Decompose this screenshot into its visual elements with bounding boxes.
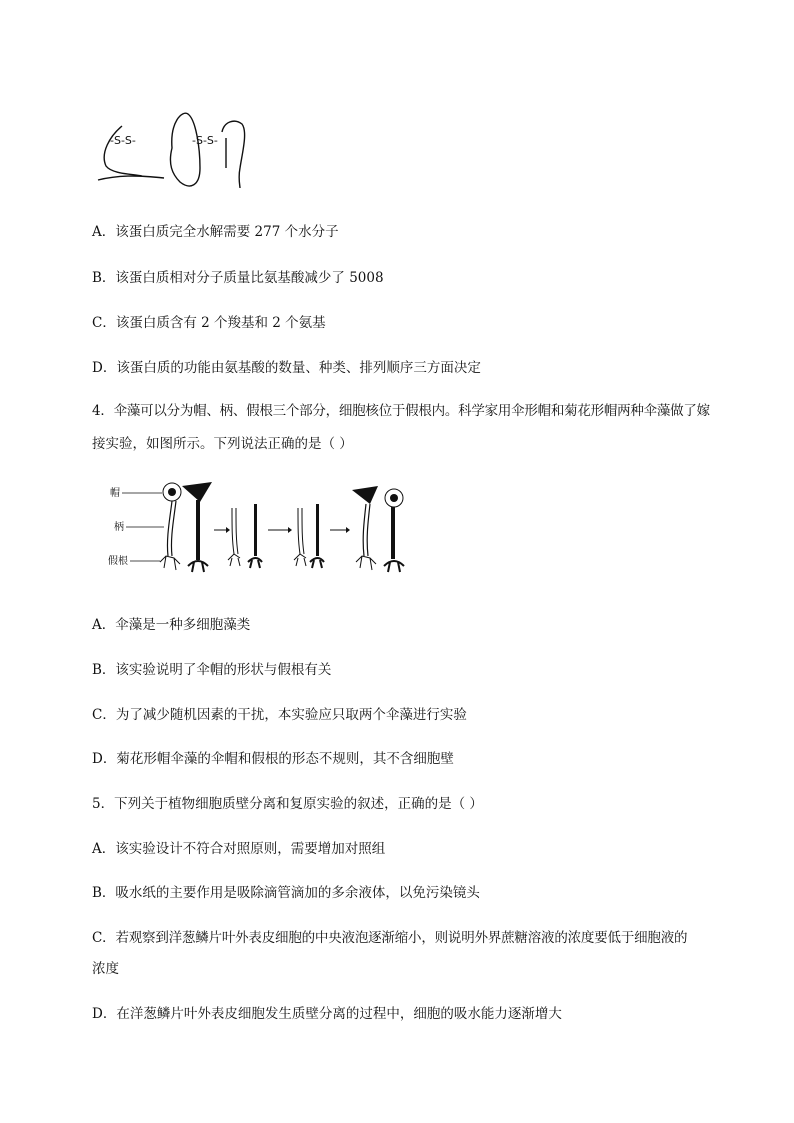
q3-option-d: D．该蛋白质的功能由氨基酸的数量、种类、排列顺序三方面决定	[92, 360, 481, 376]
q3-option-c: C．该蛋白质含有 2 个羧基和 2 个氨基	[92, 315, 326, 331]
q5-option-c: C．若观察到洋葱鳞片叶外表皮细胞的中央液泡逐渐缩小，则说明外界蔗糖溶液的浓度要低于细胞液的	[92, 930, 688, 946]
protein-structure-figure	[92, 108, 262, 194]
q4-stem-line1: 4．伞藻可以分为帽、柄、假根三个部分，细胞核位于假根内。科学家用伞形帽和菊花形帽两种伞藻做了嫁	[92, 403, 710, 419]
stage-4-result	[352, 486, 404, 572]
q5-option-c-cont: 浓度	[92, 961, 119, 977]
q5-stem: 5．下列关于植物细胞质壁分离和复原实验的叙述，正确的是（ ）	[92, 796, 483, 812]
q3-option-a: A．该蛋白质完全水解需要 277 个水分子	[92, 224, 339, 240]
daisy-cap-algae	[160, 483, 181, 570]
q4-option-a: A．伞藻是一种多细胞藻类	[92, 617, 251, 633]
umbrella-algae-graft-figure	[108, 478, 408, 578]
peptide-chain-left-tail	[98, 176, 164, 180]
q5-option-d: D．在洋葱鳞片叶外表皮细胞发生质壁分离的过程中，细胞的吸水能力逐渐增大	[92, 1006, 562, 1022]
label-rhizoid: 假根	[108, 556, 128, 567]
q5-option-b: B．吸水纸的主要作用是吸除滴管滴加的多余液体，以免污染镜头	[92, 885, 480, 901]
stage-2-graft	[228, 504, 262, 568]
stage-3-graft	[294, 504, 324, 568]
disulfide-bond-1: -S-S-	[110, 134, 136, 147]
q5-option-a: A．该实验设计不符合对照原则，需要增加对照组	[92, 841, 386, 857]
label-cap: 帽	[110, 488, 120, 499]
umbrella-cap-algae	[182, 482, 212, 572]
q3-option-b: B．该蛋白质相对分子质量比氨基酸减少了 5008	[92, 270, 384, 286]
q4-stem-line2: 接实验，如图所示。下列说法正确的是（ ）	[92, 436, 353, 452]
label-stalk: 柄	[114, 522, 124, 533]
q4-option-d: D．菊花形帽伞藻的伞帽和假根的形态不规则，其不含细胞壁	[92, 751, 454, 767]
disulfide-bond-2: -S-S-	[192, 134, 218, 147]
peptide-chain-loop	[170, 113, 200, 186]
q4-option-c: C．为了减少随机因素的干扰，本实验应只取两个伞藻进行实验	[92, 707, 467, 723]
q4-option-b: B．该实验说明了伞帽的形状与假根有关	[92, 662, 332, 678]
